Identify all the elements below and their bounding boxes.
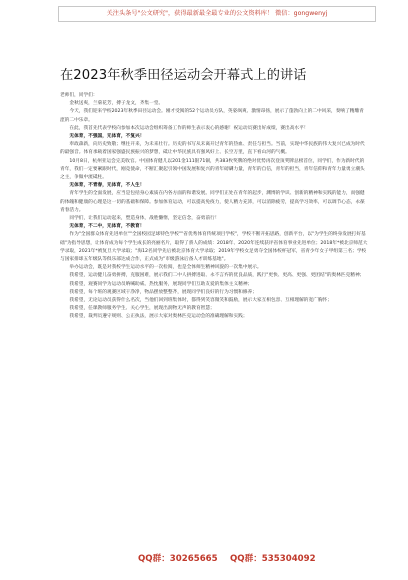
body-paragraph: 我希望，运动健儿奋勇拼搏，克服困难，展示我们二中人拼搏进取、永不言弃的优良品质，践行"更快、更高、更强、更团结"的奥林匹克精神； — [69, 273, 365, 279]
body-paragraph: 我希望，裁判员遵守规则、公正执法，展示大家对奥林匹克运动会的准确理解和实践； — [69, 314, 248, 320]
body-paragraph: 我希望，无论运动员获得什么名次，当他们回到班集体时，都得到笑容微笑和鼓励，展示大家互相包容、互相理解的宽广胸怀； — [69, 298, 332, 304]
body-paragraph: 我希望，每个班的观赛区域干净净，物品摆放整整齐，展现同学们良好的行为习惯和修养； — [69, 289, 257, 295]
section-heading: 无体育，不强国，无体育，不复兴！ — [69, 134, 145, 140]
body-paragraph: 在此，我首先代表学校向参加本次运动会组织筹备工作的师生表示衷心的感谢！祝运动员赛出好成绩，赛出高水平！ — [69, 125, 309, 131]
speech-body — [60, 92, 368, 322]
qq-group-1: QQ群：30265665 — [138, 554, 218, 564]
body-paragraph: 金秋送爽，兰菊花芳，搏子龙文，齐集一堂。 — [69, 101, 164, 107]
body-paragraph: 奉政森新，向历史致敬；继往开来，为未来壮行。历史的书写从未离开过青年的热血、责任与担当。当前，实现中华民族的伟大复兴已成为时代的最强音。体育承载着国家强盛民族振兴的梦想，砥让中华民族具有强风好上、长空万里，直下看山河的气概。 — [60, 142, 365, 156]
body-paragraph: 作为"全国群众体育先进单位""全国校园足球特色学校""省优秀体育传统项目学校"，学校不断开拓思路，创新平台，以"为学生的终身发展打好基础"为指导思想，让体育成为每个学生成长的亮丽名片，取得了骄人的成绩：2018年、2020年连续获评省体育事业先进单位；2018年*被北京师范大学录取，2021年*被复旦大学录取；"海12名同学先后被北京体育大学录取；2019年学校女足勇夺全国体校杯冠军，省青少年女子甲组第三名；学校与国家排球五年级队等俱乐部达成合作，正式成为"市级游泳后备人才训练基地"。 — [60, 232, 368, 263]
promo-banner: 关注头条号"公文研究"，获得最新最全最专业的公文资料库！ 微信：gongwenyj — [58, 6, 376, 22]
body-paragraph: 今天，我们迎来学校2023年秋季田径运动会。刚才受阅的52个运动员方队，英姿飒爽、激情昂扬，展示了蓬勃向上的二中风采，奏响了精雕青涩的二中乐章。 — [60, 109, 364, 123]
greeting: 老师们，同学们： — [60, 93, 98, 98]
body-paragraph: 青年学生的全面发展，应当是包括身心素质在内各方面的和谐发展。同学们正处在青年的起步，渊博的学识、创新的精神和实践的能力，而强健的体魄和健康的心理是这一切的基础和保障。参加体育运动，可以提高免疫力，使人精力充沛，可以消除疲劳，提高学习效率，可以调节心态，永葆青春活力。 — [60, 191, 365, 213]
qq-group-2: QQ群：535304092 — [230, 554, 316, 564]
footer — [0, 540, 408, 570]
body-paragraph: 我希望，任课教师服务学生、关心学生，展现出润物无声的教育智慧； — [69, 306, 215, 312]
body-paragraph: 我希望，观赛同学为运动员呐喊助威、热忱服务，展现同学们互助友爱的集体主义精神； — [69, 281, 253, 287]
body-paragraph: 10月8日，杭州亚运会完美收官。中国体育健儿以201金111银71铜，共383枚奖牌的绝对优势再次登顶奖牌总榜首位，同学们，作为新时代的青年，我们一定要紧跟时代，刚竞使命，不断汇聚起引领中国发展和复兴的青年磅礴力量，青年的自信，青年的担当，青年信仰和青年力量勇立潮头之主，争做中流砥柱。 — [60, 158, 365, 181]
section-heading: 无体育，不二中，无体育，不教育！ — [69, 224, 145, 230]
body-paragraph: 举办运动会，既是对我校学生运动水平的一次检阅，也是全体师生精神风貌的一次集中展示。 — [69, 265, 262, 271]
section-heading: 无体育，不青春，无体育，不人生！ — [69, 183, 145, 189]
page-title: 在2023年秋季田径运动会开幕式上的讲话 — [60, 68, 307, 83]
body-paragraph: 同学们，让我们运动起来，塑造身体，战胜懒惰，坚定信念，奋勇前行！ — [69, 216, 220, 222]
